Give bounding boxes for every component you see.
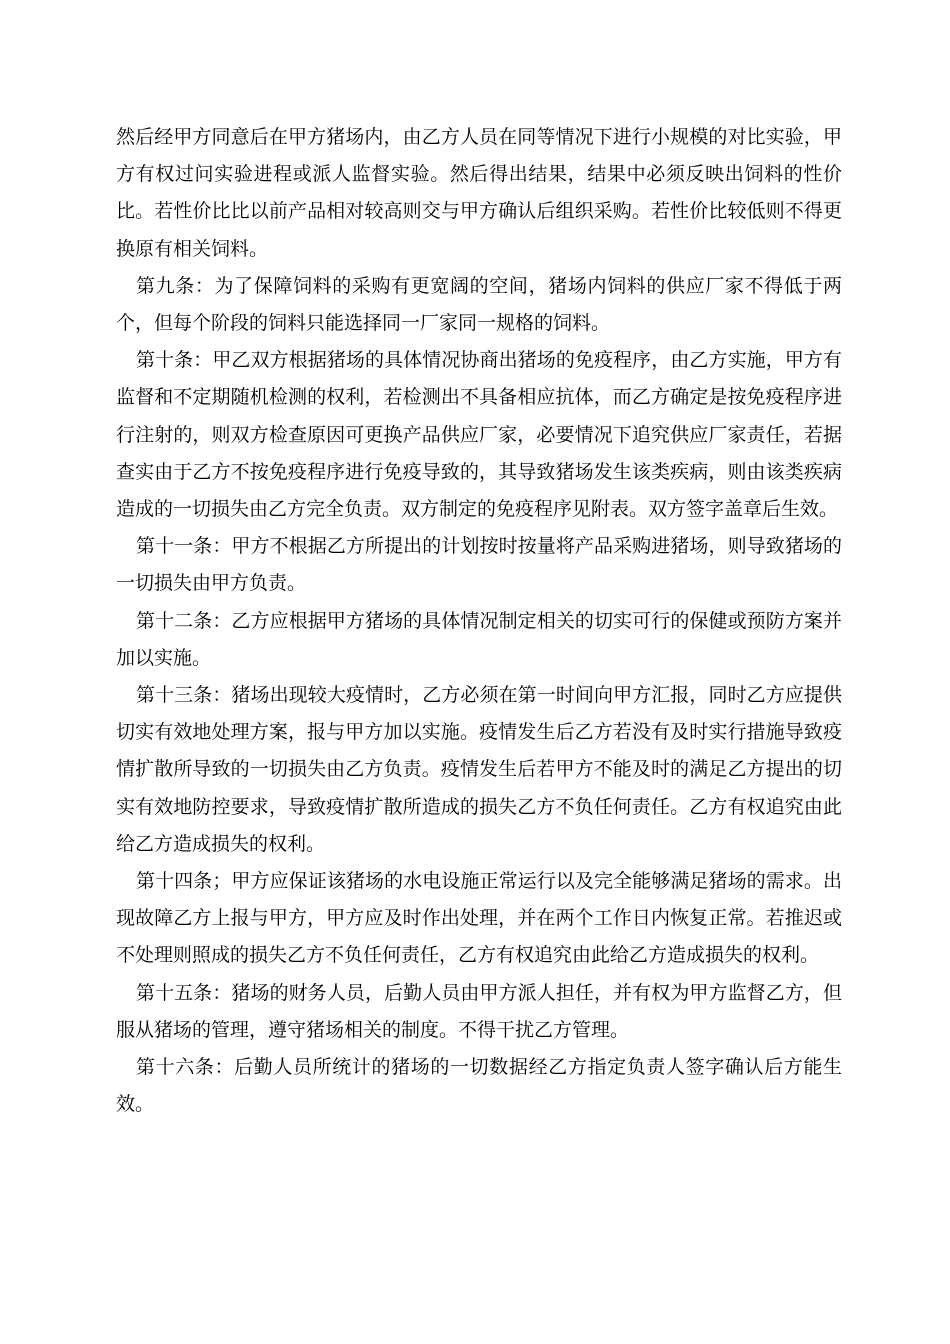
article-16: 第十六条：后勤人员所统计的猪场的一切数据经乙方指定负责人签字确认后方能生效。 (116, 1056, 842, 1116)
article-11: 第十一条：甲方不根据乙方所提出的计划按时按量将产品采购进猪场，则导致猪场的一切损失由甲方负责。 (116, 535, 842, 595)
article-12: 第十二条：乙方应根据甲方猪场的具体情况制定相关的切实可行的保健或预防方案并加以实施。 (116, 609, 842, 669)
article-9: 第九条：为了保障饲料的采购有更宽阔的空间，猪场内饲料的供应厂家不得低于两个，但每个阶段的饲料只能选择同一厂家同一规格的饲料。 (116, 274, 842, 335)
paragraph-continuation: 然后经甲方同意后在甲方猪场内，由乙方人员在同等情况下进行小规模的对比实验，甲方有权过问实验进程或派人监督实验。然后得出结果，结果中必须反映出饲料的性价比。若性价比比以前产品相对较高则交与甲方确认后组织采购。若性价比较低则不得更换原有相关饲料。 (116, 126, 842, 260)
article-15: 第十五条：猪场的财务人员，后勤人员由甲方派人担任，并有权为甲方监督乙方，但服从猪场的管理，遵守猪场相关的制度。不得干扰乙方管理。 (116, 981, 842, 1041)
article-14: 第十四条；甲方应保证该猪场的水电设施正常运行以及完全能够满足猪场的需求。出现故障乙方上报与甲方，甲方应及时作出处理，并在两个工作日内恢复正常。若推迟或不处理则照成的损失乙方不负任何责任，乙方有权追究由此给乙方造成损失的权利。 (116, 870, 842, 967)
article-13: 第十三条：猪场出现较大疫情时，乙方必须在第一时间向甲方汇报，同时乙方应提供切实有效地处理方案，报与甲方加以实施。疫情发生后乙方若没有及时实行措施导致疫情扩散所导致的一切损失由乙方负责。疫情发生后若甲方不能及时的满足乙方提出的切实有效地防控要求，导致疫情扩散所造成的损失乙方不负任何责任。乙方有权追究由此给乙方造成损失的权利。 (116, 684, 842, 855)
article-10: 第十条：甲乙双方根据猪场的具体情况协商出猪场的免疫程序，由乙方实施，甲方有监督和不定期随机检测的权利，若检测出不具备相应抗体，而乙方确定是按免疫程序进行注射的，则双方检查原因可更换产品供应厂家，必要情况下追究供应厂家责任，若据查实由于乙方不按免疫程序进行免疫导致的，其导致猪场发生该类疾病，则由该类疾病造成的一切损失由乙方完全负责。双方制定的免疫程序见附表。双方签字盖章后生效。 (116, 349, 842, 521)
document-body (116, 119, 842, 1123)
